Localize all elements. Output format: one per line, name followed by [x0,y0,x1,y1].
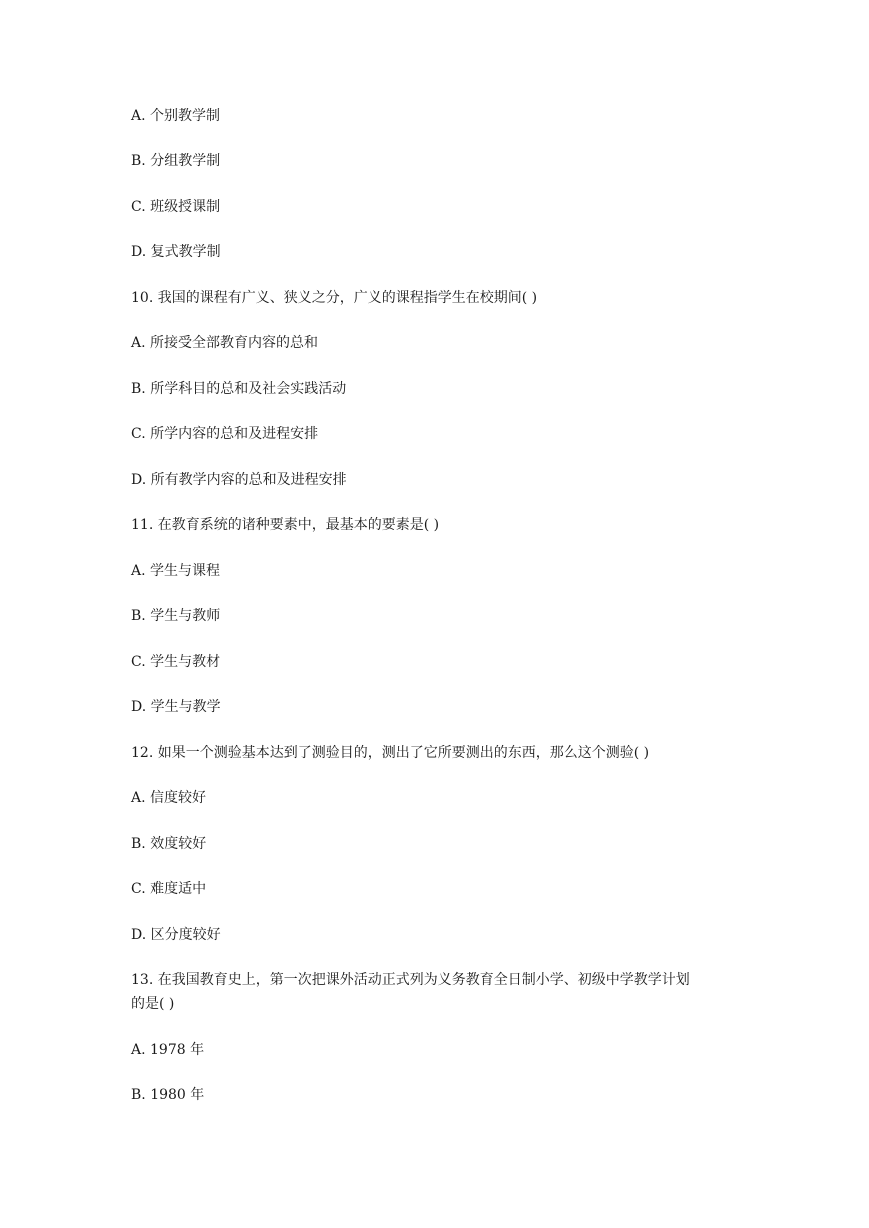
question-13-line-1: 13. 在我国教育史上，第一次把课外活动正式列为义务教育全日制小学、初级中学教学计划 [131,972,690,988]
option-q11-d: D. 学生与教学 [131,699,221,715]
option-q12-a: A. 信度较好 [131,790,207,806]
option-q12-d: D. 区分度较好 [131,927,221,943]
option-q11-b: B. 学生与教师 [131,608,221,624]
question-10: 10. 我国的课程有广义、狭义之分，广义的课程指学生在校期间( ) [131,290,538,306]
option-q11-a: A. 学生与课程 [131,563,221,579]
question-12: 12. 如果一个测验基本达到了测验目的，测出了它所要测出的东西，那么这个测验( ) [131,745,650,761]
option-q9-d: D. 复式教学制 [131,244,221,260]
question-11: 11. 在教育系统的诸种要素中，最基本的要素是( ) [131,517,440,533]
option-q9-a: A. 个别教学制 [131,108,221,124]
option-q9-c: C. 班级授课制 [131,199,221,215]
option-q10-a: A. 所接受全部教育内容的总和 [131,335,319,351]
option-q12-c: C. 难度适中 [131,881,207,897]
option-q11-c: C. 学生与教材 [131,654,221,670]
option-q10-b: B. 所学科目的总和及社会实践活动 [131,381,347,397]
option-q13-b: B. 1980 年 [131,1087,205,1103]
option-q13-a: A. 1978 年 [131,1042,205,1058]
option-q10-d: D. 所有教学内容的总和及进程安排 [131,472,347,488]
option-q9-b: B. 分组教学制 [131,153,221,169]
option-q12-b: B. 效度较好 [131,836,207,852]
question-13-line-2: 的是( ) [131,996,175,1012]
option-q10-c: C. 所学内容的总和及进程安排 [131,426,319,442]
